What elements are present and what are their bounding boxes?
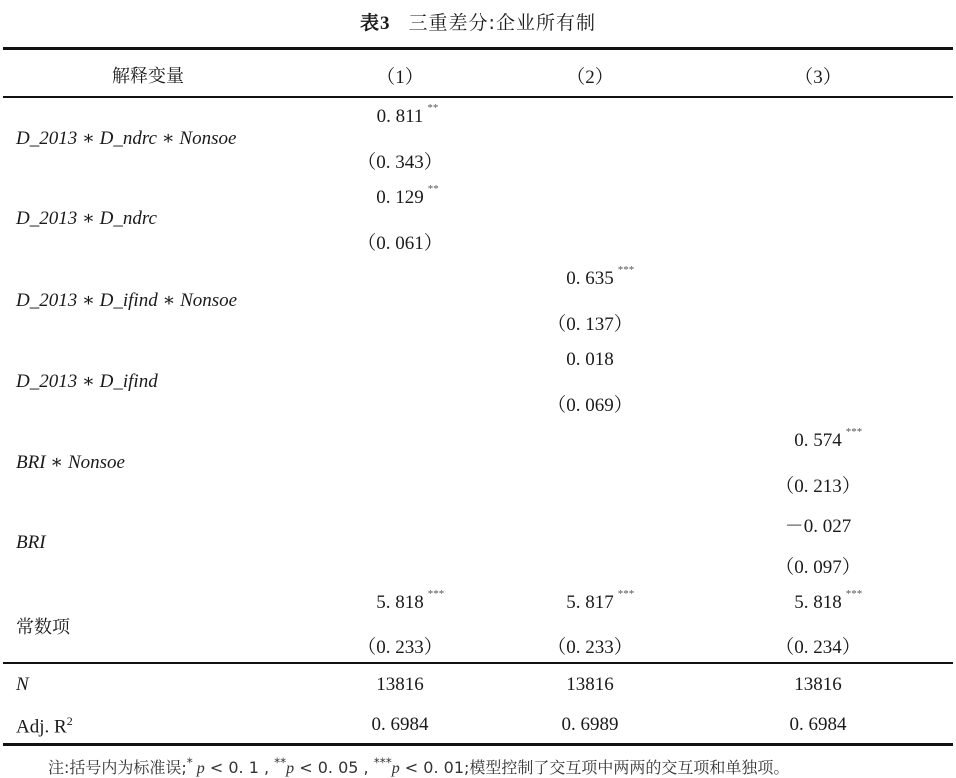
coef-cell [566, 349, 614, 371]
row-label: D_2013 ∗ D_ifind [16, 371, 158, 392]
header-rule [3, 96, 953, 98]
stats-rule [3, 662, 953, 664]
r2-value-2: 0. 6989 [561, 714, 619, 735]
se-cell: （0. 343） [357, 152, 443, 173]
coef-cell [785, 511, 852, 538]
top-rule [3, 47, 953, 50]
r2-superscript: 2 [66, 714, 73, 728]
table-title-text: 三重差分:企业所有制 [408, 12, 596, 34]
table-note: 注:括号内为标准误;* p < 0. 1 , **p < 0. 05 , ***p < 0. 01;模型控制了交互项中两两的交互项和单独项。 [48, 755, 790, 777]
header-col-1: （1） [376, 67, 424, 88]
n-label: N [16, 674, 29, 695]
se-cell: （0. 213） [775, 476, 861, 497]
coef-value: －0. 027 [784, 516, 852, 537]
coef-value: 0. 018 [566, 349, 614, 370]
se-cell: （0. 097） [775, 557, 861, 578]
r2-value-3: 0. 6984 [789, 714, 847, 735]
constant-coef-3: 5. 818 *** [794, 588, 863, 613]
row-label: D_2013 ∗ D_ndrc [16, 208, 157, 229]
coef-cell [566, 264, 635, 290]
se-cell: （0. 069） [547, 395, 633, 416]
significance-stars: ** [427, 102, 439, 114]
r2-label: Adj. $R^2$ [16, 714, 73, 738]
header-variable: 解释变量 [112, 66, 184, 87]
significance-stars: *** [845, 588, 863, 600]
bottom-rule [3, 743, 953, 746]
significance-stars: *** [845, 426, 863, 438]
coef-value: 0. 635 *** [566, 264, 635, 289]
coef-value: 0. 811 ** [376, 102, 439, 127]
row-label: D_2013 ∗ D_ifind ∗ Nonsoe [16, 290, 238, 311]
significance-stars: ** [427, 183, 439, 195]
significance-stars: *** [617, 264, 635, 276]
coef-value: 0. 574 *** [794, 426, 863, 451]
header-col-2: （2） [566, 67, 614, 88]
constant-se-1: （0. 233） [357, 637, 443, 658]
n-value-1: 13816 [376, 674, 424, 695]
n-value-3: 13816 [794, 674, 842, 695]
table-title [0, 8, 956, 35]
constant-se-3: （0. 234） [775, 637, 861, 658]
row-label: D_2013 ∗ D_ndrc ∗ Nonsoe [16, 128, 237, 149]
coef-cell [794, 426, 863, 452]
significance-stars: *** [427, 588, 445, 600]
row-label: BRI ∗ Nonsoe [16, 452, 125, 473]
se-cell: （0. 061） [357, 233, 443, 254]
se-cell: （0. 137） [547, 314, 633, 335]
coef-cell [376, 102, 439, 128]
constant-se-2: （0. 233） [547, 637, 633, 658]
constant-label: 常数项 [16, 617, 70, 638]
r2-value-1: 0. 6984 [371, 714, 429, 735]
header-col-3: （3） [794, 67, 842, 88]
significance-stars: *** [617, 588, 635, 600]
n-value-2: 13816 [566, 674, 614, 695]
table-number: 表3 [360, 13, 391, 34]
constant-coef-2: 5. 817 *** [566, 588, 635, 613]
constant-coef-1: 5. 818 *** [376, 588, 445, 613]
coef-value: 0. 129 ** [376, 183, 439, 208]
row-label: BRI [16, 532, 46, 553]
coef-cell [376, 183, 439, 209]
